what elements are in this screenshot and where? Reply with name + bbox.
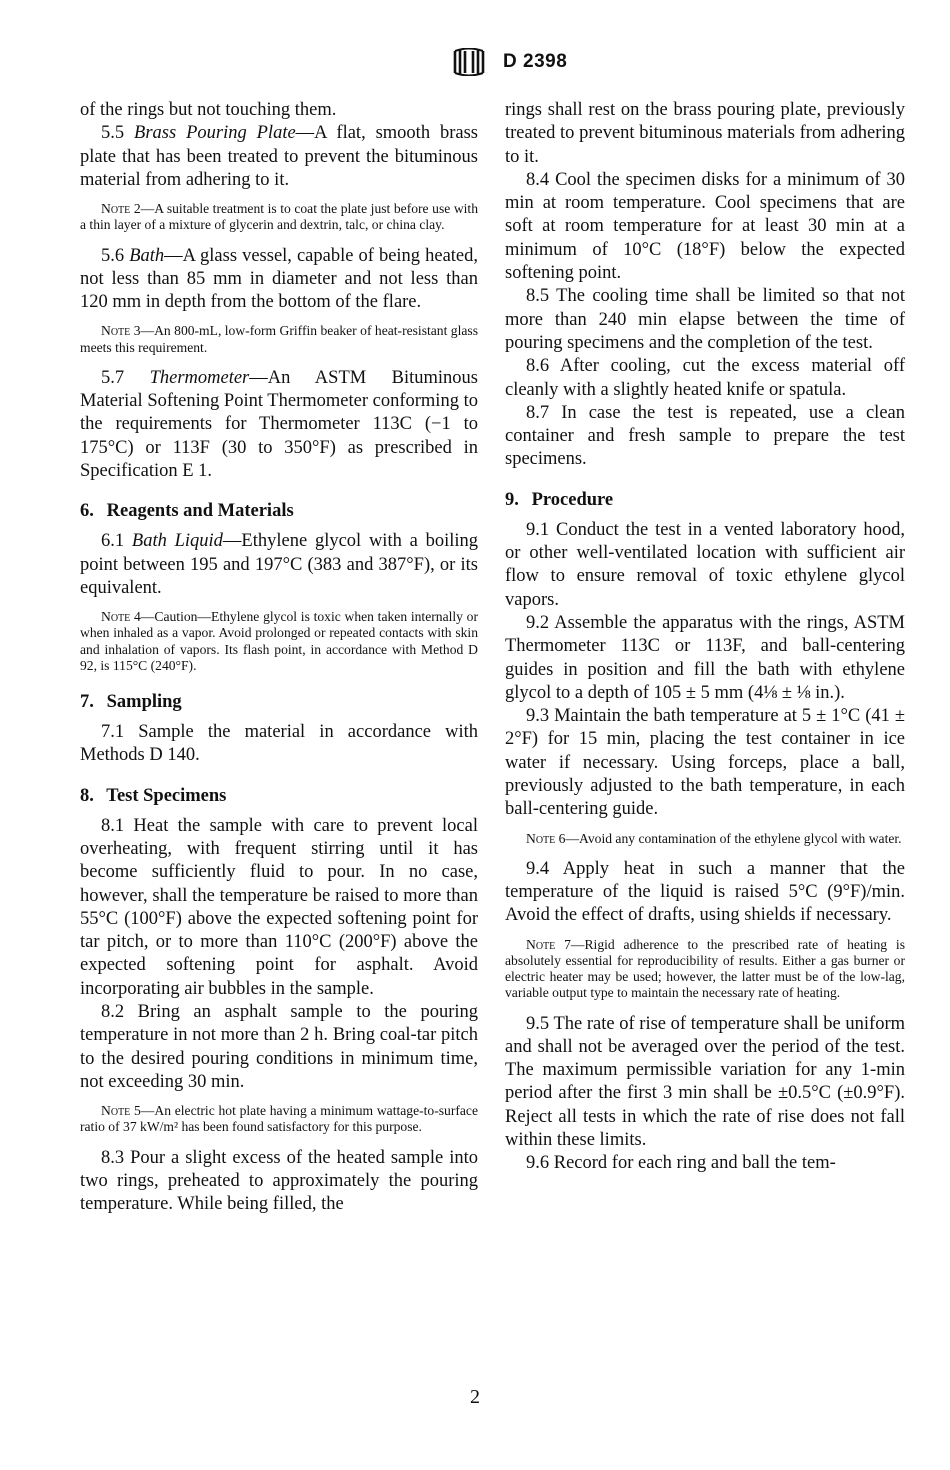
note-3: Note 3—An 800-mL, low-form Griffin beaker of heat-resistant glass meets this requirement. [80, 323, 478, 355]
paragraph-8-6: 8.6 After cooling, cut the excess material off cleanly with a slightly heated knife or spatula. [505, 356, 905, 400]
right-column [505, 99, 905, 1176]
section-heading-6: 6. Reagents and Materials [80, 501, 294, 522]
paragraph-5-5: 5.5 Brass Pouring Plate—A flat, smooth brass plate that has been treated to prevent the bituminous material from adhering to it. [80, 123, 478, 190]
note-6: Note 6—Avoid any contamination of the ethylene glycol with water. [526, 830, 902, 846]
paragraph-title: Thermometer [149, 367, 250, 388]
section-heading-7: 7. Sampling [80, 692, 182, 713]
paragraph-8-4: 8.4 Cool the specimen disks for a minimum of 30 min at room temperature. Cool specimens that are soft at room temperature for at least 30 min at a minimum of 10°C (18°F) below the expected softening point. [505, 169, 905, 284]
paragraph-title: Bath [129, 245, 165, 266]
paragraph-5-7: 5.7 Thermometer—An ASTM Bituminous Material Softening Point Thermometer conforming to the requirements for Thermometer 113C (−1 to 175°C) or 113F (30 to 350°F) as prescribed in Specification E 1. [80, 367, 478, 482]
paragraph-7-1: 7.1 Sample the material in accordance with Methods D 140. [80, 722, 478, 766]
left-column [80, 99, 478, 1217]
page-header [0, 48, 950, 80]
standard-designation: D 2398 [503, 51, 568, 72]
paragraph-title: Bath Liquid [131, 531, 223, 552]
section-heading-9: 9. Procedure [505, 489, 614, 510]
paragraph-continuation: rings shall rest on the brass pouring plate, previously treated to prevent bituminous materials from adhering to it. [505, 100, 905, 167]
note-2: Note 2—A suitable treatment is to coat the plate just before use with a thin layer of a mixture of glycerin and dextrin, talc, or china clay. [80, 201, 479, 233]
paragraph-8-2: 8.2 Bring an asphalt sample to the pouring temperature in not more than 2 h. Bring coal-tar pitch to the desired pouring conditions in minimum time, not exceeding 30 min. [80, 1002, 478, 1092]
section-heading-8: 8. Test Specimens [80, 785, 227, 806]
paragraph-8-1: 8.1 Heat the sample with care to prevent local overheating, with frequent stirring until it has become sufficiently fluid to pour. In no case, however, shall the temperature be raised to more than 55°C (100°F) above the expected softening point for tar pitch, or to more than 110°C (200°F) above the expected softening point for asphalt. Avoid incorporating air bubbles in the sample. [80, 815, 478, 999]
paragraph-8-7: 8.7 In case the test is repeated, use a clean container and fresh sample to prepare the test specimens. [505, 402, 905, 470]
paragraph-8-5: 8.5 The cooling time shall be limited so that not more than 240 min elapse between the time of pouring specimens and the completion of the test. [505, 286, 905, 353]
astm-logo-icon [452, 48, 486, 76]
paragraph-continuation: of the rings but not touching them. [80, 100, 337, 120]
paragraph-9-2: 9.2 Assemble the apparatus with the rings, ASTM Thermometer 113C or 113F, and ball-centering guides in position and fill the bath with ethylene glycol to a depth of 105 ± 5 mm (4⅛ ± ⅛ in.). [505, 612, 905, 703]
page-number: 2 [470, 1386, 480, 1408]
paragraph-5-6: 5.6 Bath—A glass vessel, capable of being heated, not less than 85 mm in diameter and not less than 120 mm in depth from the bottom of the flare. [80, 245, 479, 313]
paragraph-title: Brass Pouring Plate [134, 123, 296, 144]
paragraph-8-3: 8.3 Pour a slight excess of the heated sample into two rings, preheated to approximately the pouring temperature. While being filled, the [80, 1147, 478, 1215]
note-5: Note 5—An electric hot plate having a minimum wattage-to-surface ratio of 37 kW/m² has been found satisfactory for this purpose. [80, 1103, 479, 1135]
paragraph-9-3: 9.3 Maintain the bath temperature at 5 ± 1°C (41 ± 2°F) for 15 min, placing the test container in ice water if necessary. Using forceps, place a ball, previously adjusted to the bath temperature, in each ball-centering guide. [505, 706, 905, 820]
paragraph-9-1: 9.1 Conduct the test in a vented laboratory hood, or other well-ventilated location with sufficient air flow to ensure removal of toxic ethylene glycol vapors. [505, 519, 905, 610]
paragraph-9-4: 9.4 Apply heat in such a manner that the temperature of the liquid is raised 5°C (9°F)/min. Avoid the effect of drafts, using shields if necessary. [505, 858, 905, 926]
note-7: Note 7—Rigid adherence to the prescribed rate of heating is absolutely essential for reproducibility of results. Either a gas burner or electric heater may be used; however, the latter must be of the low-lag, variable output type to maintain the necessary rate of heating. [505, 936, 905, 1001]
paragraph-6-1: 6.1 Bath Liquid—Ethylene glycol with a boiling point between 195 and 197°C (383 and 387°F), or its equivalent. [80, 531, 478, 598]
note-4: Note 4—Caution—Ethylene glycol is toxic when taken internally or when inhaled as a vapor. Avoid prolonged or repeated contacts with skin and inhalation of vapors. Its flash point, in accordance with Method D 92, is 115°C (240°F). [80, 609, 479, 673]
paragraph-9-6: 9.6 Record for each ring and ball the tem- [526, 1153, 836, 1174]
paragraph-9-5: 9.5 The rate of rise of temperature shall be uniform and shall not be averaged over the period of the test. The maximum permissible variation for any 1-min period after the first 3 min shall be ±0.5°C (±0.9°F). Reject all tests in which the rate of rise does not fall within these limits. [505, 1013, 905, 1150]
